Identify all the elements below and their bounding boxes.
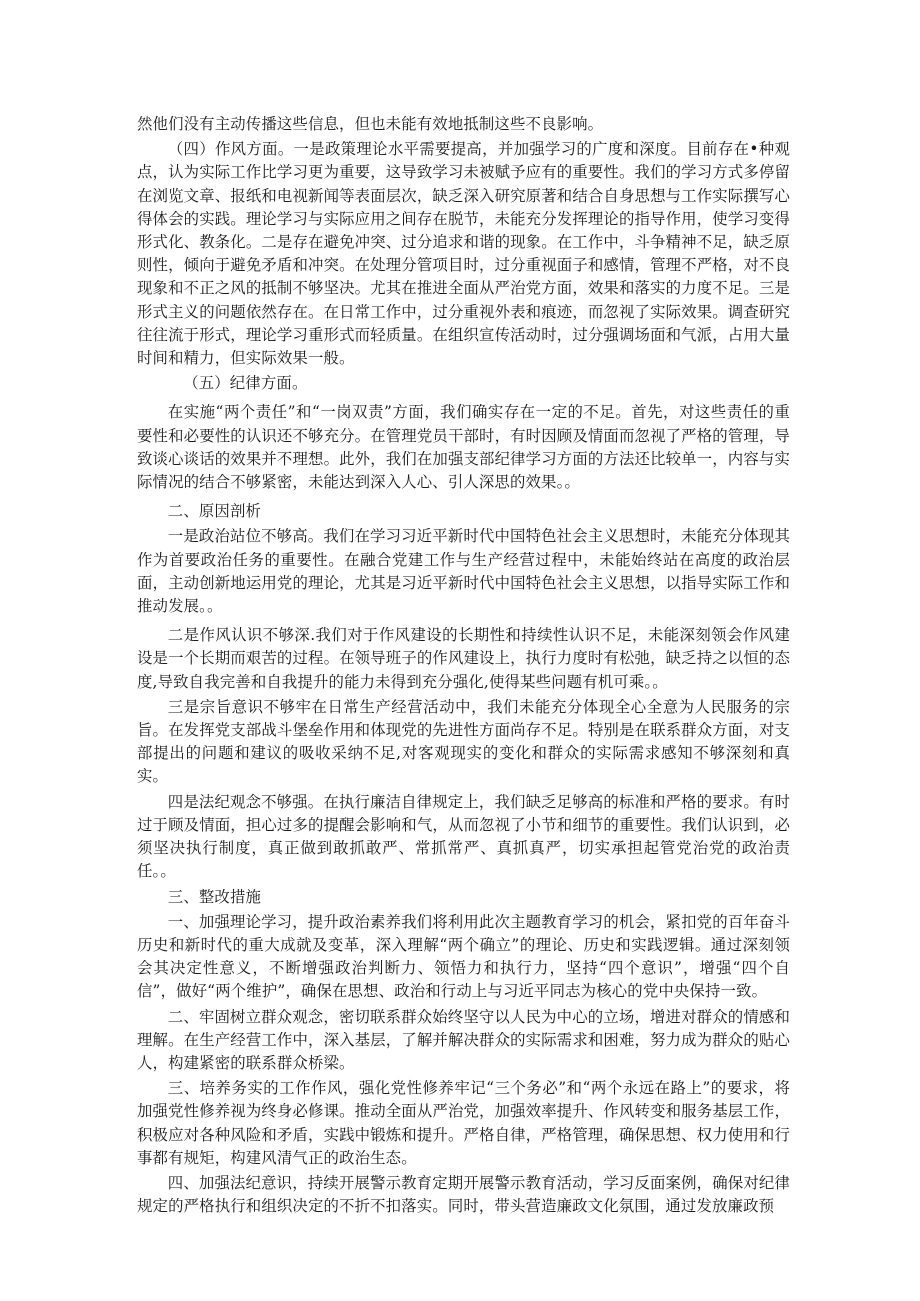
heading-rectification: 三、整改措施 — [167, 887, 262, 906]
paragraph-measure-4: 四、加强法纪意识，持续开展警示教育定期开展警示教育活动，学习反面案例，确保对纪律规定的严格执行和组织决定的不折不扣落实。同时，带头营造廉政文化氛围，通过发放廉政预 — [137, 1173, 790, 1216]
paragraph-discipline: 在实施“两个责任”和“一岗双责”方面，我们确实存在一定的不足。首先，对这些责任的重要性和必要性的认识还不够充分。在管理党员干部时，有时因顾及情面而忽视了严格的管理，导致谈心谈话的效果并不理想。此外，我们在加强支部纪律学习方面的方法还比较单一，内容与实际情况的结合不够紧密，未能达到深入人心、引人深思的效果。。 — [137, 403, 790, 492]
paragraph-continuation: 然他们没有主动传播这些信息，但也未能有效地抵制这些不良影响。 — [137, 115, 604, 133]
paragraph-measure-3: 三、培养务实的工作作风，强化党性修养牢记“三个务必”和“两个永远在路上”的要求，将加强党性修养视为终身必修课。推动全面从严治党，加强效率提升、作风转变和服务基层工作，积极应对各种风险和矛盾，实践中锻炼和提升。严格自律，严格管理，确保思想、权力使用和行事都有规矩，构建风清气正的政治生态。 — [137, 1079, 790, 1167]
paragraph-measure-1: 一、加强理论学习，提升政治素养我们将利用此次主题教育学习的机会，紧扣党的百年奋斗历史和新时代的重大成就及变革，深入理解“两个确立”的理论、历史和实践逻辑。通过深刻领会其决定性意义，不断增强政治判断力、领悟力和执行力，坚持“四个意识”，增强“四个自信”，做好“两个维护”，确保在思想、政治和行动上与习近平同志为核心的党中央保持一致。 — [137, 912, 790, 1001]
paragraph-cause-1: 一是政治站位不够高。我们在学习习近平新时代中国特色社会主义思想时，未能充分体现其作为首要政治任务的重要性。在融合党建工作与生产经营过程中，未能始终站在高度的政治层面，主动创新地运用党的理论，尤其是习近平新时代中国特色社会主义思想，以指导实际工作和推动发展。。 — [137, 527, 790, 616]
paragraph-cause-4: 四是法纪观念不够强。在执行廉洁自律规定上，我们缺乏足够高的标准和严格的要求。有时过于顾及情面，担心过多的提醒会影响和气，从而忽视了小节和细节的重要性。我们认识到，必须坚决执行制度，真正做到敢抓敢严、常抓常严、真抓真严，切实承担起管党治党的政治责任。。 — [137, 792, 790, 881]
heading-discipline: （五）纪律方面。 — [183, 374, 308, 393]
paragraph-cause-2: 二是作风认识不够深.我们对于作风建设的长期性和持续性认识不足，未能深刻领会作风建设是一个长期而艰苦的过程。在领导班子的作风建设上，执行力度时有松弛，缺乏持之以恒的态度,导致自我完善和自我提升的能力未得到充分强化,使得某些问题有机可乘。。 — [137, 626, 790, 691]
heading-cause-analysis: 二、原因剖析 — [167, 502, 262, 521]
paragraph-measure-2: 二、牢固树立群众观念，密切联系群众始终坚守以人民为中心的立场，增进对群众的情感和理解。在生产经营工作中，深入基层，了解并解决群众的实际需求和困难，努力成为群众的贴心人，构建紧密的联系群众桥梁。 — [137, 1007, 790, 1072]
paragraph-style-issues: （四）作风方面。一是政策理论水平需要提高，并加强学习的广度和深度。目前存在•种观点，认为实际工作比学习更为重要，这导致学习未被赋予应有的重要性。我们的学习方式多停留在浏览文章、报纸和电视新闻等表面层次，缺乏深入研究原著和结合自身思想与工作实际撰写心得体会的实践。理论学习与实际应用之间存在脱节，未能充分发挥理论的指导作用，使学习变得形式化、教条化。二是存在避免冲突、过分追求和谐的现象。在工作中，斗争精神不足，缺乏原则性，倾向于避免矛盾和冲突。在处理分管项目时，过分重视面子和感情，管理不严格，对不良现象和不正之风的抵制不够坚决。尤其在推进全面从严治党方面，效果和落实的力度不足。三是形式主义的问题依然存在。在日常工作中，过分重视外表和痕迹，而忽视了实际效果。调查研究往往流于形式，理论学习重形式而轻质量。在组织宣传活动时，过分强调场面和气派，占用大量时间和精力，但实际效果一般。 — [137, 140, 790, 368]
paragraph-cause-3: 三是宗旨意识不够牢在日常生产经营活动中，我们未能充分体现全心全意为人民服务的宗旨。在发挥党支部战斗堡垒作用和体现党的先进性方面尚存不足。特别是在联系群众方面，对支部提出的问题和建议的吸收采纳不足,对客观现实的变化和群众的实际需求感知不够深刻和真实。 — [137, 697, 790, 786]
